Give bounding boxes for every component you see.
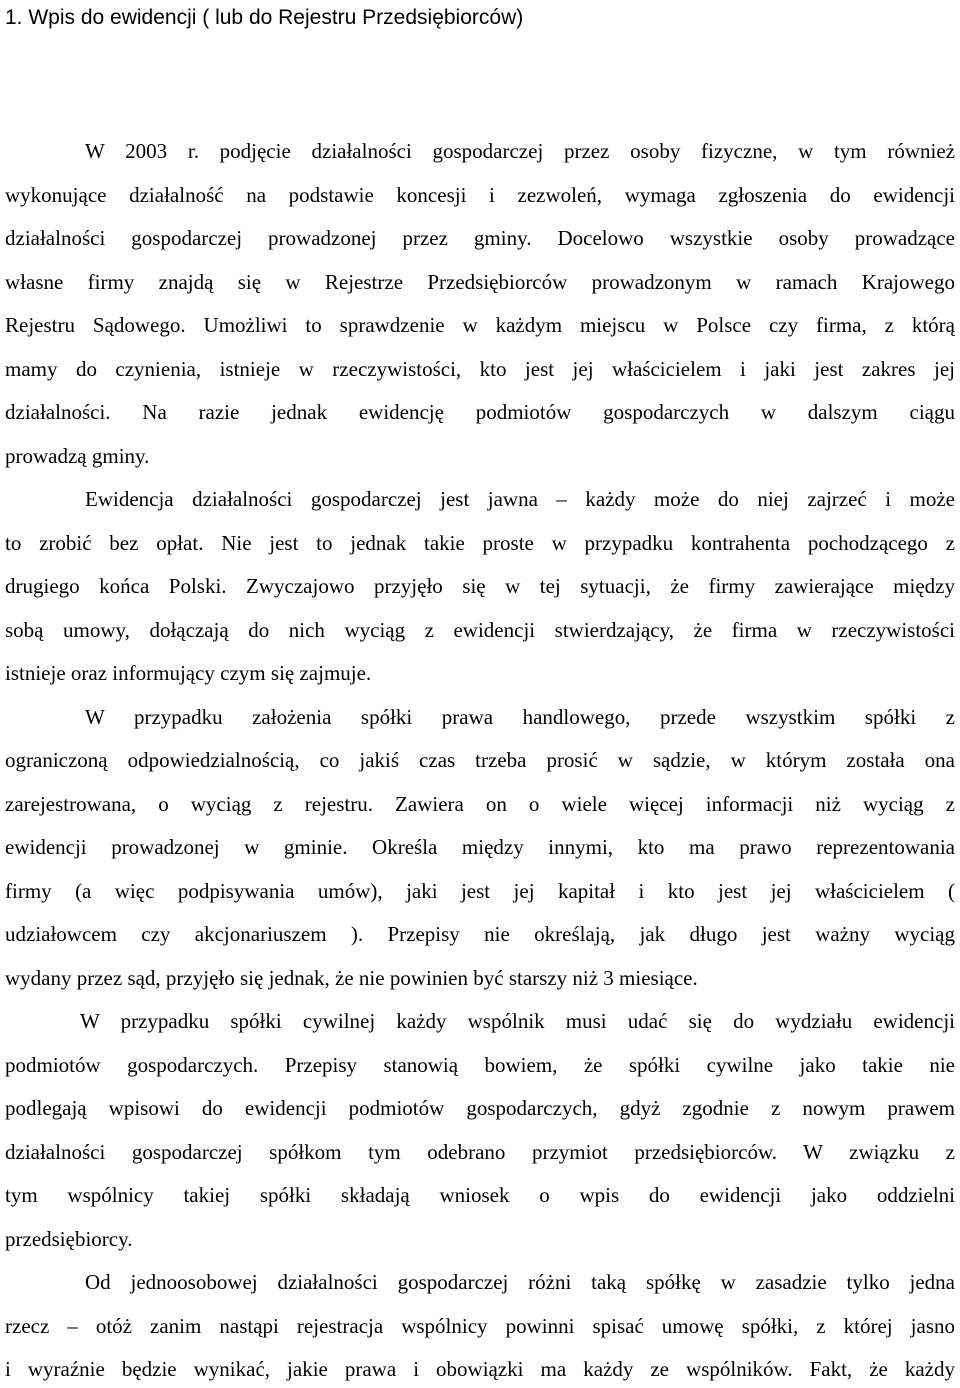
paragraph-1 [5,130,955,478]
text-line: zarejestrowana, o wyciąg z rejestru. Zawiera on o wiele więcej informacji niż wyciąg z [5,791,955,816]
text-line: firmy (a więc podpisywania umów), jaki jest jej kapitał i kto jest jej właścicielem ( [5,878,955,903]
text-line: sobą umowy, dołączają do nich wyciąg z ewidencji stwierdzający, że firma w rzeczywistości [5,617,955,642]
text-line: drugiego końca Polski. Zwyczajowo przyjęło się w tej sytuacji, że firmy zawierające między [5,574,955,598]
text-line: to zrobić bez opłat. Nie jest to jednak takie proste w przypadku kontrahenta pochodzącego z [5,530,955,555]
text-line: ewidencji prowadzonej w gminie. Określa między innymi, kto ma prawo reprezentowania [5,835,955,859]
document-body [5,130,955,1388]
text-line: Ewidencja działalności gospodarczej jest jawna – każdy może do niej zajrzeć i może [85,487,955,511]
paragraph-2 [5,478,955,696]
paragraph-4 [5,1000,955,1261]
text-line: wydany przez sąd, przyjęło się jednak, że nie powinien być starszy niż 3 miesiące. [5,965,698,990]
text-line: W 2003 r. podjęcie działalności gospodarczej przez osoby fizyczne, w tym również [85,139,955,163]
text-line: własne firmy znajdą się w Rejestrze Przedsiębiorców prowadzonym w ramach Krajowego [5,269,955,294]
text-line: rzecz – otóż zanim nastąpi rejestracja wspólnicy powinni spisać umowę spółki, z której jasno [5,1313,955,1338]
paragraph-3 [5,696,955,1001]
text-line: wykonujące działalność na podstawie koncesji i zezwoleń, wymaga zgłoszenia do ewidencji [5,182,955,207]
text-line: podmiotów gospodarczych. Przepisy stanowią bowiem, że spółki cywilne jako takie nie [5,1052,955,1077]
text-line: W przypadku założenia spółki prawa handlowego, przede wszystkim spółki z [85,704,955,729]
text-line: działalności gospodarczej prowadzonej przez gminy. Docelowo wszystkie osoby prowadzące [5,226,955,250]
paragraph-5 [5,1261,955,1388]
text-line: Od jednoosobowej działalności gospodarczej różni taką spółkę w zasadzie tylko jedna [85,1270,955,1294]
text-line: udziałowcem czy akcjonariuszem ). Przepisy nie określają, jak długo jest ważny wyciąg [5,922,955,946]
text-line: Rejestru Sądowego. Umożliwi to sprawdzenie w każdym miejscu w Polsce czy firma, z którą [5,313,955,337]
section-heading: 1. Wpis do ewidencji ( lub do Rejestru Przedsiębiorców) [5,6,524,29]
text-line: i wyraźnie będzie wynikać, jakie prawa i obowiązki ma każdy ze wspólników. Fakt, że każdy [5,1357,955,1381]
text-line: tym wspólnicy takiej spółki składają wniosek o wpis do ewidencji jako oddzielni [5,1183,955,1207]
text-line: prowadzą gminy. [5,443,150,468]
text-line: ograniczoną odpowiedzialnością, co jakiś czas trzeba prosić w sądzie, w którym została ona [5,748,955,772]
text-line: przedsiębiorcy. [5,1226,133,1251]
text-line: podlegają wpisowi do ewidencji podmiotów gospodarczych, gdyż zgodnie z nowym prawem [5,1096,955,1120]
text-line: istnieje oraz informujący czym się zajmuje. [5,661,372,685]
text-line: działalności gospodarczej spółkom tym odebrano przymiot przedsiębiorców. W związku z [5,1139,955,1164]
text-line: działalności. Na razie jednak ewidencję podmiotów gospodarczych w dalszym ciągu [5,400,955,424]
text-line: W przypadku spółki cywilnej każdy wspólnik musi udać się do wydziału ewidencji [80,1009,955,1033]
text-line: mamy do czynienia, istnieje w rzeczywistości, kto jest jej właścicielem i jaki jest zakres jej [5,356,955,381]
